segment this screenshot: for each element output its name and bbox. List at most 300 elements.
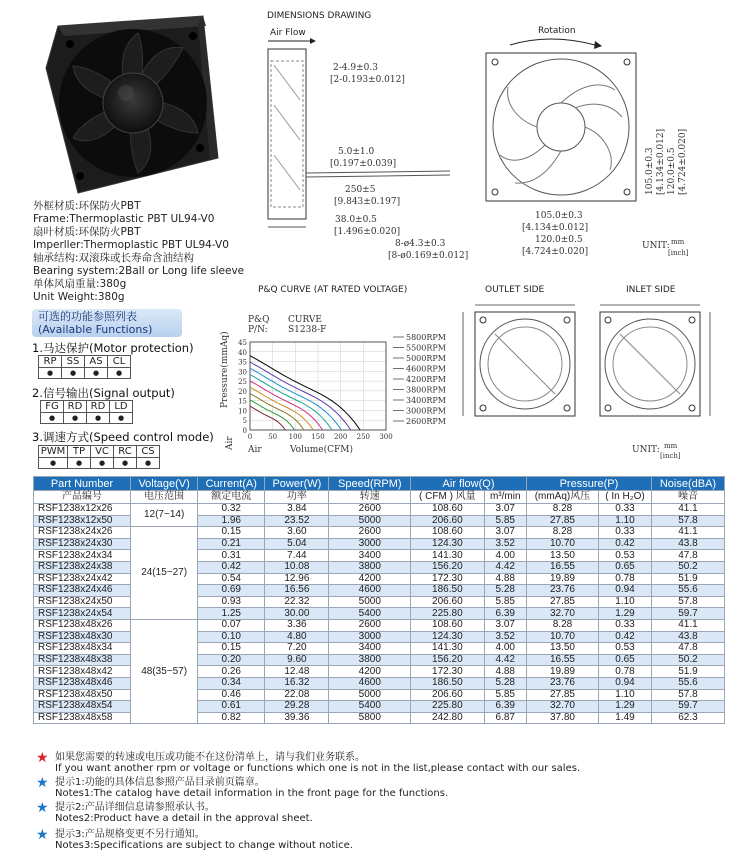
- pq-series-curve: [250, 387, 313, 430]
- table-cell: 4.42: [484, 561, 526, 573]
- table-cell: 62.3: [651, 712, 724, 724]
- table-cell: 55.6: [651, 585, 724, 597]
- svg-text:[9.843±0.197]: [9.843±0.197]: [334, 197, 401, 207]
- y-tick-label: 15: [238, 397, 247, 406]
- table-subheader: ( CFM ) 风量: [411, 491, 484, 504]
- option-speed-3: RC ●: [113, 445, 137, 469]
- table-cell: 7.44: [265, 550, 329, 562]
- voltage-range: 48(35~57): [131, 619, 198, 723]
- pq-series-curve: [250, 375, 332, 430]
- svg-text:[inch]: [inch]: [660, 452, 681, 460]
- table-cell: 37.80: [526, 712, 598, 724]
- table-cell: 23.76: [526, 677, 598, 689]
- table-cell: 186.50: [411, 585, 484, 597]
- table-cell: 4.42: [484, 654, 526, 666]
- table-cell: 124.30: [411, 538, 484, 550]
- table-cell: 1.10: [599, 689, 652, 701]
- table-cell: 206.60: [411, 515, 484, 527]
- table-cell: 0.33: [599, 527, 652, 539]
- note-en: Notes3:Specifications are subject to change without notice.: [55, 840, 353, 850]
- table-cell: 51.9: [651, 666, 724, 678]
- table-cell: 5400: [329, 608, 411, 620]
- table-cell: 50.2: [651, 561, 724, 573]
- table-cell: 4.00: [484, 550, 526, 562]
- star-icon: ★: [36, 827, 49, 843]
- table-cell: 0.65: [599, 561, 652, 573]
- table-cell: 10.70: [526, 538, 598, 550]
- table-header: Part Number: [34, 477, 131, 491]
- table-cell: 0.93: [198, 596, 265, 608]
- table-cell: 16.56: [265, 585, 329, 597]
- specification-table: [33, 476, 725, 724]
- spec-bearing-cn: 轴承结构:双滚珠或长寿命含油结构: [33, 252, 195, 264]
- table-row: [34, 504, 725, 516]
- svg-text:38.0±0.5: 38.0±0.5: [335, 215, 377, 225]
- table-cell: 0.15: [198, 527, 265, 539]
- table-cell: 225.80: [411, 608, 484, 620]
- svg-text:[1.496±0.020]: [1.496±0.020]: [334, 227, 401, 237]
- table-cell: 3.07: [484, 527, 526, 539]
- table-cell: 0.31: [198, 550, 265, 562]
- table-cell: 2600: [329, 619, 411, 631]
- table-cell: 27.85: [526, 596, 598, 608]
- part-number: RSF1238x48x34: [34, 643, 131, 655]
- legend-entry: 3000RPM: [406, 406, 446, 416]
- table-cell: 13.50: [526, 550, 598, 562]
- x-tick-label: 250: [356, 433, 371, 441]
- table-cell: 0.42: [599, 631, 652, 643]
- table-cell: 3400: [329, 550, 411, 562]
- table-cell: 59.7: [651, 701, 724, 713]
- table-cell: 0.61: [198, 701, 265, 713]
- table-cell: 51.9: [651, 573, 724, 585]
- legend-entry: 5800RPM: [406, 333, 446, 342]
- pq-curve-chart: [218, 280, 448, 458]
- y-tick-label: 0: [242, 427, 247, 435]
- pq-series-curve: [250, 394, 304, 430]
- table-cell: 8.28: [526, 619, 598, 631]
- table-cell: 12.96: [265, 573, 329, 585]
- table-cell: 43.8: [651, 631, 724, 643]
- table-cell: 3.52: [484, 538, 526, 550]
- table-cell: 1.10: [599, 515, 652, 527]
- part-number: RSF1238x24x42: [34, 573, 131, 585]
- star-icon: ★: [36, 775, 49, 791]
- svg-text:[4.724±0.020]: [4.724±0.020]: [678, 128, 688, 195]
- x-tick-label: 0: [247, 433, 253, 441]
- table-subheader: 电压范围: [131, 491, 198, 504]
- legend-entry: 3400RPM: [406, 396, 446, 405]
- svg-text:2-4.9±0.3: 2-4.9±0.3: [333, 63, 378, 73]
- table-cell: 39.36: [265, 712, 329, 724]
- option-speed-2: VC ●: [90, 445, 114, 469]
- table-subheader: 产品编号: [34, 491, 131, 504]
- table-cell: 0.94: [599, 585, 652, 597]
- option-signal-1: RD ●: [63, 400, 87, 424]
- table-cell: 0.78: [599, 573, 652, 585]
- svg-text:[8-ø0.169±0.012]: [8-ø0.169±0.012]: [388, 251, 469, 261]
- part-number: RSF1238x48x46: [34, 677, 131, 689]
- table-subheader: 噪音: [651, 491, 724, 504]
- y-tick-label: 45: [238, 339, 247, 347]
- y-tick-label: 25: [238, 378, 247, 387]
- spec-weight-en: Unit Weight:380g: [33, 291, 125, 303]
- part-number: RSF1238x48x54: [34, 701, 131, 713]
- table-cell: 3.07: [484, 619, 526, 631]
- table-cell: 55.6: [651, 677, 724, 689]
- table-cell: 141.30: [411, 550, 484, 562]
- y-tick-label: 40: [238, 348, 247, 357]
- table-cell: 13.50: [526, 643, 598, 655]
- table-cell: 4.80: [265, 631, 329, 643]
- table-cell: 0.69: [198, 585, 265, 597]
- part-number: RSF1238x24x46: [34, 585, 131, 597]
- table-header: Pressure(P): [526, 477, 651, 491]
- table-cell: 5000: [329, 515, 411, 527]
- table-cell: 57.8: [651, 596, 724, 608]
- part-number: RSF1238x24x30: [34, 538, 131, 550]
- table-cell: 29.28: [265, 701, 329, 713]
- options-banner: 可选的功能参照列表 (Available Functions): [32, 309, 182, 337]
- table-cell: 4.00: [484, 643, 526, 655]
- legend-entry: 5500RPM: [406, 343, 446, 353]
- signal-output-title: 2.信号输出(Signal output): [32, 386, 175, 400]
- table-cell: 0.53: [599, 550, 652, 562]
- part-number: RSF1238x48x38: [34, 654, 131, 666]
- table-cell: 32.70: [526, 608, 598, 620]
- air-flow-label: Air Flow: [270, 28, 306, 38]
- table-cell: 16.55: [526, 561, 598, 573]
- table-cell: 1.25: [198, 608, 265, 620]
- table-subheader: (mmAq)风压: [526, 491, 598, 504]
- table-cell: 8.28: [526, 527, 598, 539]
- svg-text:Air: Air: [225, 436, 235, 450]
- table-cell: 0.78: [599, 666, 652, 678]
- note-cn: 提示3:产品规格变更不另行通知。: [55, 829, 205, 840]
- table-cell: 5400: [329, 701, 411, 713]
- svg-text:[inch]: [inch]: [668, 249, 689, 257]
- option-speed-1: TP ●: [67, 445, 91, 469]
- option-signal-3: LD ●: [109, 400, 133, 424]
- table-cell: 108.60: [411, 504, 484, 516]
- table-cell: 12.48: [265, 666, 329, 678]
- spec-frame-en: Frame:Thermoplastic PBT UL94-V0: [33, 213, 215, 225]
- speed-control-grid: [38, 445, 159, 469]
- table-cell: 0.10: [198, 631, 265, 643]
- table-cell: 0.33: [599, 504, 652, 516]
- table-cell: 27.85: [526, 689, 598, 701]
- table-header: Current(A): [198, 477, 265, 491]
- table-cell: 9.60: [265, 654, 329, 666]
- legend-entry: 4600RPM: [406, 364, 446, 374]
- table-cell: 3.07: [484, 504, 526, 516]
- note-cn: 提示1:功能的具体信息参照产品目录前页篇章。: [55, 777, 265, 788]
- y-tick-label: 20: [238, 387, 247, 396]
- pq-series-curve: [250, 381, 323, 430]
- part-number: RSF1238x24x54: [34, 608, 131, 620]
- svg-text:250±5: 250±5: [345, 185, 376, 195]
- table-cell: 5.85: [484, 515, 526, 527]
- svg-text:mm: mm: [664, 442, 678, 450]
- motor-protection-grid: [38, 355, 130, 379]
- option-signal-0: FG ●: [40, 400, 64, 424]
- x-tick-label: 200: [333, 433, 348, 441]
- table-cell: 108.60: [411, 619, 484, 631]
- table-cell: 156.20: [411, 561, 484, 573]
- part-number: RSF1238x24x34: [34, 550, 131, 562]
- table-cell: 3.52: [484, 631, 526, 643]
- table-cell: 4.88: [484, 573, 526, 585]
- table-cell: 0.33: [599, 619, 652, 631]
- option-signal-2: RD ●: [86, 400, 110, 424]
- table-cell: 19.89: [526, 573, 598, 585]
- table-cell: 57.8: [651, 689, 724, 701]
- table-cell: 0.65: [599, 654, 652, 666]
- part-number: RSF1238x12x26: [34, 504, 131, 516]
- table-cell: 1.49: [599, 712, 652, 724]
- table-subheader: 转速: [329, 491, 411, 504]
- outlet-side-drawing: [455, 280, 595, 450]
- table-cell: 7.20: [265, 643, 329, 655]
- table-cell: 1.10: [599, 596, 652, 608]
- table-cell: 141.30: [411, 643, 484, 655]
- table-cell: 0.32: [198, 504, 265, 516]
- inlet-side-drawing: [592, 280, 732, 460]
- motor-protection-title: 1.马达保护(Motor protection): [32, 341, 194, 355]
- option-motor-1: SS ●: [61, 355, 85, 379]
- table-cell: 23.76: [526, 585, 598, 597]
- table-cell: 186.50: [411, 677, 484, 689]
- table-cell: 41.1: [651, 504, 724, 516]
- table-cell: 4200: [329, 573, 411, 585]
- table-cell: 0.21: [198, 538, 265, 550]
- table-cell: 22.08: [265, 689, 329, 701]
- svg-text:105.0±0.3: 105.0±0.3: [645, 147, 655, 195]
- voltage-range: 12(7~14): [131, 504, 198, 527]
- table-cell: 1.29: [599, 608, 652, 620]
- table-cell: 3.36: [265, 619, 329, 631]
- note-en: Notes1:The catalog have detail information in the front page for the functions.: [55, 788, 449, 799]
- table-cell: 10.08: [265, 561, 329, 573]
- table-cell: 6.39: [484, 701, 526, 713]
- table-subheader: m³/min: [484, 491, 526, 504]
- part-number: RSF1238x48x42: [34, 666, 131, 678]
- table-cell: 4600: [329, 585, 411, 597]
- table-cell: 3800: [329, 561, 411, 573]
- note-en: Notes2:Product have a detail in the approval sheet.: [55, 813, 313, 824]
- svg-text:UNIT:: UNIT:: [632, 445, 660, 455]
- table-cell: 23.52: [265, 515, 329, 527]
- svg-text:mm: mm: [671, 238, 685, 246]
- spec-impeller-en: Imperller:Thermoplastic PBT UL94-V0: [33, 239, 229, 251]
- table-cell: 0.34: [198, 677, 265, 689]
- table-cell: 32.70: [526, 701, 598, 713]
- table-cell: 5.28: [484, 677, 526, 689]
- table-cell: 172.30: [411, 666, 484, 678]
- table-cell: 30.00: [265, 608, 329, 620]
- table-cell: 1.96: [198, 515, 265, 527]
- table-cell: 41.1: [651, 527, 724, 539]
- signal-output-grid: [40, 400, 132, 424]
- legend-entry: 3800RPM: [406, 385, 446, 395]
- svg-text:[4.134±0.012]: [4.134±0.012]: [656, 128, 666, 195]
- spec-frame-cn: 外框材质:环保防火PBT: [33, 200, 141, 212]
- svg-text:[2-0.193±0.012]: [2-0.193±0.012]: [330, 75, 405, 85]
- svg-text:P&Q: P&Q: [248, 315, 270, 325]
- spec-bearing-en: Bearing system:2Ball or Long life sleeve: [33, 265, 245, 277]
- table-subheader: 额定电流: [198, 491, 265, 504]
- table-cell: 2600: [329, 504, 411, 516]
- x-tick-label: 300: [379, 433, 393, 441]
- legend-entry: 2600RPM: [406, 417, 446, 426]
- table-cell: 22.32: [265, 596, 329, 608]
- table-cell: 5.28: [484, 585, 526, 597]
- table-cell: 124.30: [411, 631, 484, 643]
- outlet-side-title: OUTLET SIDE: [485, 285, 545, 295]
- part-number: RSF1238x48x30: [34, 631, 131, 643]
- table-cell: 0.46: [198, 689, 265, 701]
- table-cell: 3800: [329, 654, 411, 666]
- svg-text:Pressure(mmAq): Pressure(mmAq): [220, 331, 230, 408]
- option-speed-4: CS ●: [136, 445, 160, 469]
- part-number: RSF1238x48x58: [34, 712, 131, 724]
- table-cell: 206.60: [411, 689, 484, 701]
- svg-text:120.0±0.5: 120.0±0.5: [535, 235, 583, 245]
- fan-photo: [38, 8, 223, 198]
- table-cell: 0.53: [599, 643, 652, 655]
- y-tick-label: 30: [238, 368, 247, 377]
- table-cell: 5000: [329, 689, 411, 701]
- table-cell: 0.26: [198, 666, 265, 678]
- table-cell: 8.28: [526, 504, 598, 516]
- table-cell: 19.89: [526, 666, 598, 678]
- part-number: RSF1238x48x26: [34, 619, 131, 631]
- x-tick-label: 50: [268, 433, 278, 441]
- note-cn: 如果您需要的转速或电压或功能不在这份清单上，请与我们业务联系。: [55, 752, 365, 763]
- table-cell: 27.85: [526, 515, 598, 527]
- svg-text:UNIT:: UNIT:: [642, 241, 670, 251]
- note-en: If you want another rpm or voltage or functions which one is not in the list,please contact with our sales.: [55, 763, 581, 774]
- svg-text:105.0±0.3: 105.0±0.3: [535, 211, 583, 221]
- svg-text:S1238-F: S1238-F: [288, 325, 327, 335]
- table-cell: 47.8: [651, 550, 724, 562]
- pq-series-curve: [250, 400, 295, 430]
- y-tick-label: 10: [238, 407, 247, 416]
- table-cell: 0.54: [198, 573, 265, 585]
- part-number: RSF1238x48x50: [34, 689, 131, 701]
- rotation-label: Rotation: [538, 26, 576, 36]
- spec-weight-cn: 单体风扇重量:380g: [33, 278, 127, 290]
- table-cell: 225.80: [411, 701, 484, 713]
- table-cell: 3400: [329, 643, 411, 655]
- table-cell: 6.87: [484, 712, 526, 724]
- svg-text:[4.134±0.012]: [4.134±0.012]: [522, 223, 589, 233]
- option-motor-3: CL ●: [107, 355, 131, 379]
- table-cell: 0.42: [599, 538, 652, 550]
- speed-control-title: 3.调速方式(Speed control mode): [32, 430, 214, 444]
- table-cell: 5.85: [484, 596, 526, 608]
- svg-text:8-ø4.3±0.3: 8-ø4.3±0.3: [395, 239, 446, 249]
- table-cell: 6.39: [484, 608, 526, 620]
- table-cell: 156.20: [411, 654, 484, 666]
- table-cell: 4600: [329, 677, 411, 689]
- dimensions-drawing: [250, 5, 730, 267]
- svg-text:[0.197±0.039]: [0.197±0.039]: [330, 159, 397, 169]
- part-number: RSF1238x12x50: [34, 515, 131, 527]
- table-cell: 16.55: [526, 654, 598, 666]
- table-cell: 2600: [329, 527, 411, 539]
- x-tick-label: 150: [311, 433, 325, 441]
- table-header: Air flow(Q): [411, 477, 527, 491]
- table-cell: 5.04: [265, 538, 329, 550]
- table-cell: 1.29: [599, 701, 652, 713]
- table-cell: 0.07: [198, 619, 265, 631]
- option-speed-0: PWM ●: [38, 445, 68, 469]
- part-number: RSF1238x24x26: [34, 527, 131, 539]
- table-cell: 47.8: [651, 643, 724, 655]
- inlet-side-title: INLET SIDE: [626, 285, 676, 295]
- table-cell: 0.82: [198, 712, 265, 724]
- pq-title: P&Q CURVE (AT RATED VOLTAGE): [258, 285, 408, 295]
- table-cell: 4200: [329, 666, 411, 678]
- table-cell: 50.2: [651, 654, 724, 666]
- legend-entry: 5000RPM: [406, 354, 446, 363]
- table-row: [34, 527, 725, 539]
- table-cell: 5800: [329, 712, 411, 724]
- table-row: [34, 619, 725, 631]
- table-header: Speed(RPM): [329, 477, 411, 491]
- table-cell: 57.8: [651, 515, 724, 527]
- svg-text:5.0±1.0: 5.0±1.0: [338, 147, 375, 157]
- table-cell: 16.32: [265, 677, 329, 689]
- table-cell: 242.80: [411, 712, 484, 724]
- table-cell: 41.1: [651, 619, 724, 631]
- option-motor-2: AS ●: [84, 355, 108, 379]
- table-cell: 3000: [329, 538, 411, 550]
- table-subheader: 功率: [265, 491, 329, 504]
- spec-impeller-cn: 扇叶材质:环保防火PBT: [33, 226, 141, 238]
- table-header: Noise(dBA): [651, 477, 724, 491]
- table-cell: 0.15: [198, 643, 265, 655]
- table-cell: 0.42: [198, 561, 265, 573]
- table-header: Voltage(V): [131, 477, 198, 491]
- table-header: Power(W): [265, 477, 329, 491]
- table-cell: 43.8: [651, 538, 724, 550]
- table-cell: 10.70: [526, 631, 598, 643]
- svg-text:P/N:: P/N:: [248, 325, 268, 335]
- part-number: RSF1238x24x50: [34, 596, 131, 608]
- svg-text:[4.724±0.020]: [4.724±0.020]: [522, 247, 589, 257]
- table-cell: 0.20: [198, 654, 265, 666]
- voltage-range: 24(15~27): [131, 527, 198, 620]
- part-number: RSF1238x24x38: [34, 561, 131, 573]
- dimensions-title: DIMENSIONS DRAWING: [267, 11, 372, 21]
- svg-text:CURVE: CURVE: [288, 315, 322, 325]
- star-icon: ★: [36, 800, 49, 816]
- note-cn: 提示2:产品详细信息请参照承认书。: [55, 802, 215, 813]
- legend-entry: 4200RPM: [406, 375, 446, 384]
- table-cell: 172.30: [411, 573, 484, 585]
- star-icon: ★: [36, 750, 49, 766]
- option-motor-0: RP ●: [38, 355, 62, 379]
- x-tick-label: 100: [288, 433, 303, 441]
- table-cell: 3000: [329, 631, 411, 643]
- table-cell: 3.84: [265, 504, 329, 516]
- svg-text:Air: Air: [248, 445, 262, 455]
- y-tick-label: 5: [242, 417, 247, 426]
- y-tick-label: 35: [238, 358, 247, 367]
- table-cell: 59.7: [651, 608, 724, 620]
